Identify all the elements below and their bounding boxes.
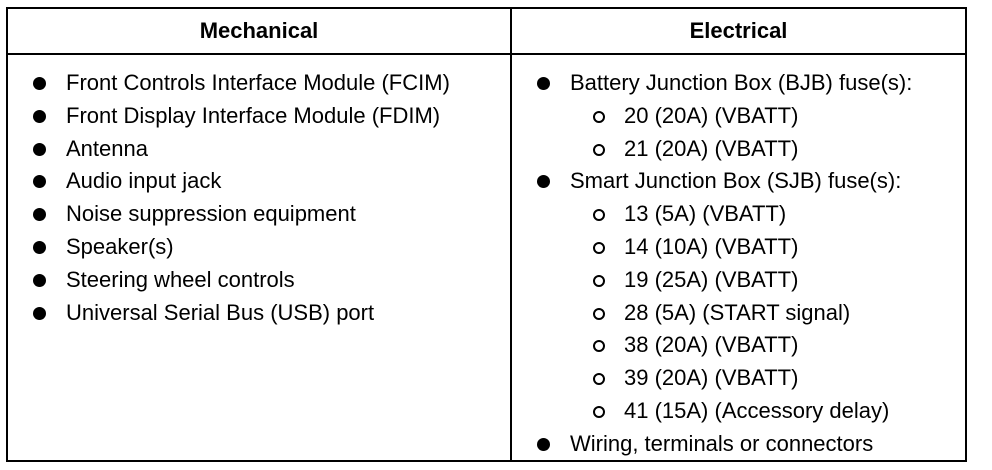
header-mechanical: Mechanical	[199, 18, 319, 43]
list-item-text: Battery Junction Box (BJB) fuse(s):	[570, 70, 913, 95]
header-electrical: Electrical	[689, 18, 788, 43]
list-item-text: Smart Junction Box (SJB) fuse(s):	[570, 168, 902, 194]
bullet-icon	[33, 143, 46, 156]
mechanical-cell	[26, 67, 506, 329]
bullet-icon	[537, 77, 550, 90]
inspection-table	[6, 7, 967, 462]
list-item-text: Noise suppression equipment	[66, 201, 356, 227]
circle-bullet-icon	[593, 242, 605, 254]
list-item	[26, 133, 506, 166]
sub-item-text: 39 (20A) (VBATT)	[624, 365, 799, 391]
circle-bullet-icon	[593, 308, 605, 320]
sub-item	[530, 297, 960, 330]
electrical-cell	[530, 67, 960, 461]
bullet-icon	[33, 175, 46, 188]
sub-item-text: 38 (20A) (VBATT)	[624, 332, 799, 358]
sub-item	[530, 100, 960, 133]
circle-bullet-icon	[593, 406, 605, 418]
list-item-text: Antenna	[66, 135, 148, 161]
circle-bullet-icon	[593, 275, 605, 287]
list-item-text: Front Display Interface Module (FDIM)	[66, 102, 441, 128]
sub-item-text: 28 (5A) (START signal)	[624, 299, 851, 325]
list-item-sjb	[530, 165, 960, 198]
list-item-wiring	[530, 428, 960, 461]
bullet-icon	[33, 110, 46, 123]
bullet-icon	[537, 438, 550, 451]
sub-item-text: 20 (20A) (VBATT)	[624, 102, 799, 128]
list-item	[26, 231, 506, 264]
list-item-text: Universal Serial Bus (USB) port	[66, 299, 375, 325]
circle-bullet-icon	[593, 209, 605, 221]
list-item-bjb	[530, 67, 960, 100]
circle-bullet-icon	[593, 111, 605, 123]
sub-item-text: 21 (20A) (VBATT)	[624, 135, 799, 161]
bullet-icon	[33, 274, 46, 287]
sub-item-text: 41 (15A) (Accessory delay)	[624, 397, 890, 423]
circle-bullet-icon	[593, 373, 605, 385]
sub-item	[530, 395, 960, 428]
list-item-text: Speaker(s)	[66, 233, 174, 259]
sub-item	[530, 329, 960, 362]
mechanical-list	[26, 67, 506, 329]
list-item	[26, 165, 506, 198]
sub-item-text: 14 (10A) (VBATT)	[624, 233, 799, 259]
sub-item-text: 19 (25A) (VBATT)	[624, 266, 799, 292]
list-item-text: Steering wheel controls	[66, 266, 295, 292]
list-item-text: Wiring, terminals or connectors	[570, 430, 874, 456]
sub-item	[530, 133, 960, 166]
sub-item	[530, 198, 960, 231]
bullet-icon	[33, 77, 46, 90]
bullet-icon	[537, 175, 550, 188]
sub-item-text: 13 (5A) (VBATT)	[624, 201, 787, 227]
list-item	[26, 264, 506, 297]
bullet-icon	[33, 208, 46, 221]
sub-item	[530, 231, 960, 264]
circle-bullet-icon	[593, 144, 605, 156]
list-item	[26, 198, 506, 231]
bullet-icon	[33, 241, 46, 254]
list-item-text: Audio input jack	[66, 168, 222, 194]
electrical-list	[530, 67, 960, 461]
list-item	[26, 100, 506, 133]
sub-item	[530, 264, 960, 297]
list-item	[26, 297, 506, 330]
column-divider	[510, 9, 512, 460]
circle-bullet-icon	[593, 340, 605, 352]
sub-item	[530, 362, 960, 395]
list-item-text: Front Controls Interface Module (FCIM)	[66, 70, 450, 95]
table-header-row	[8, 9, 965, 55]
bullet-icon	[33, 307, 46, 320]
list-item	[26, 67, 506, 100]
